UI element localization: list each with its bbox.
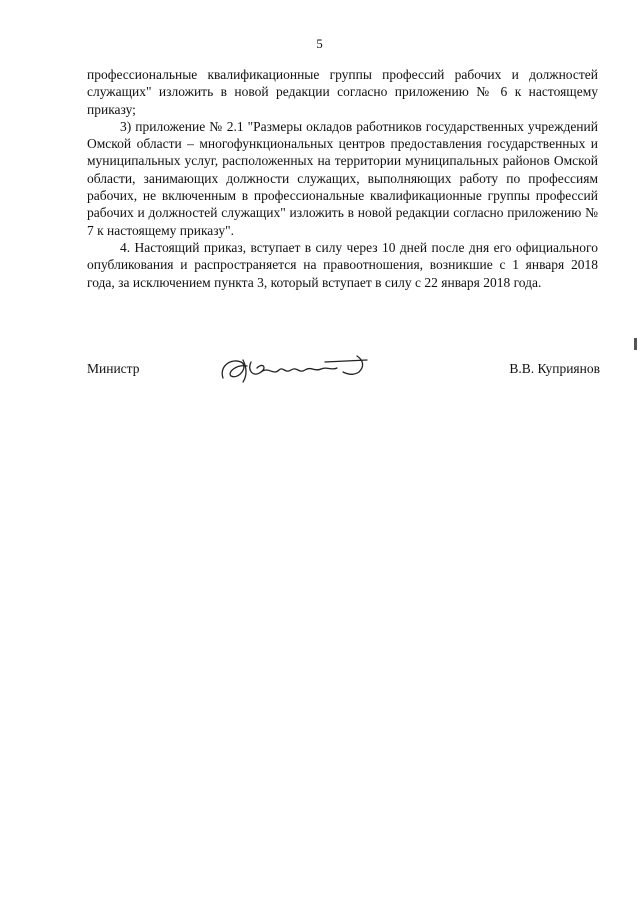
signatory-name: В.В. Куприянов [509, 361, 600, 376]
page-number: 5 [316, 36, 323, 51]
handwritten-signature [217, 352, 377, 386]
scan-edge-mark [634, 338, 637, 350]
paragraph-item-3: 3) приложение № 2.1 "Размеры окладов работников государственных учреждений Омской области – многофункциональных центров предоставления государственных и муниципальных услуг, расположенных на территории муниципальных районов Омской области, занимающих должности служащих, выполняющих работу по профессиям рабочих, не включенным в профессиональные квалификационные группы профессий рабочих и должностей служащих" изложить в новой редакции согласно приложению № 7 к настоящему приказу". [87, 118, 598, 238]
paragraph-item-4: 4. Настоящий приказ, вступает в силу через 10 дней после дня его официального опубликования и распространяется на правоотношения, возникшие с 1 января 2018 года, за исключением пункта 3, который вступает в силу с 22 января 2018 года. [87, 239, 598, 290]
signatory-title: Министр [87, 361, 140, 376]
signature-block [87, 352, 600, 386]
paragraph-continuation: профессиональные квалификационные группы профессий рабочих и должностей служащих" изложить в новой редакции согласно приложению № 6 к настоящему приказу; [87, 67, 598, 117]
document-body [87, 66, 598, 291]
